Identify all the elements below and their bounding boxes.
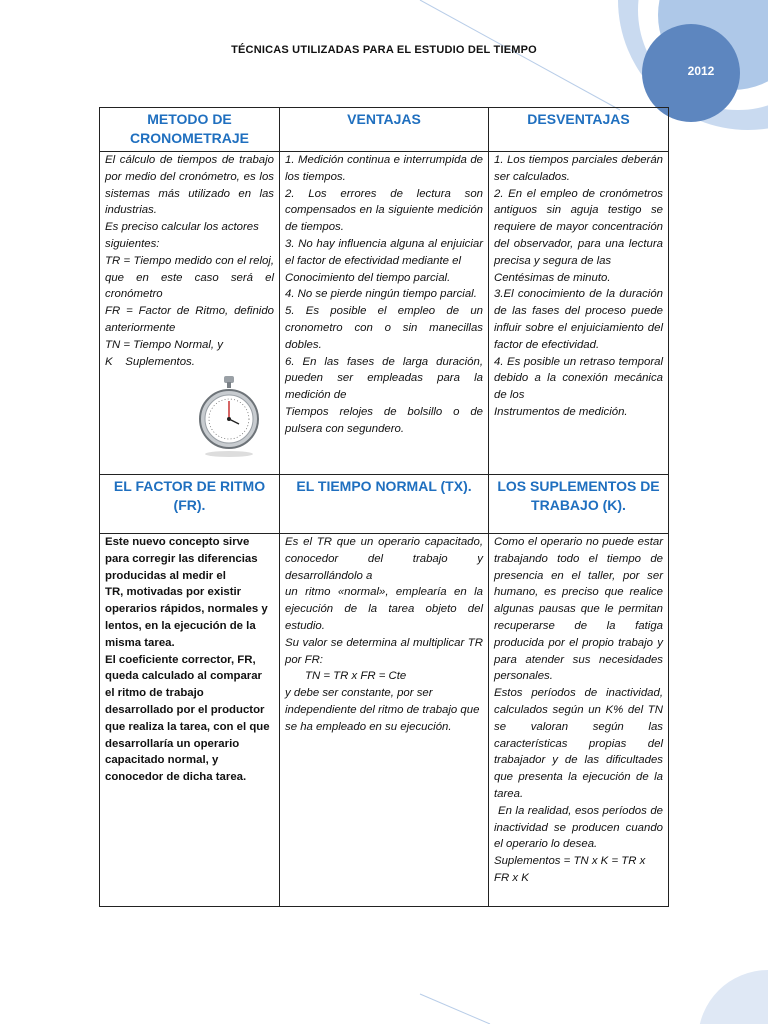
ventajas-text-6: 5. Es posible el empleo de un cronometro con o sin manecillas dobles. bbox=[285, 305, 483, 351]
metodo-cell bbox=[100, 152, 280, 475]
tiempo-normal-text-1: Es el TR que un operario capacitado, conocedor del trabajo y desarrollándolo a bbox=[285, 536, 483, 582]
metodo-text-3: TR = Tiempo medido con el reloj, que en este caso será el cronómetro bbox=[105, 254, 274, 301]
comparison-table bbox=[99, 107, 669, 907]
ventajas-cell bbox=[280, 152, 489, 475]
table-header-row bbox=[100, 108, 669, 152]
suplementos-text-1: Como el operario no puede estar trabajando todo el tiempo de presencia en el taller, por ser humano, es preciso que realice algunas pausas que le permitan recuperarse de la fatiga producida por el propio trabajo y para atender sus necesidades personales. bbox=[494, 536, 663, 683]
desventajas-text-1: 1. Los tiempos parciales deberán ser calculados. bbox=[494, 154, 663, 183]
metodo-text-1: El cálculo de tiempos de trabajo por medio del cronómetro, es los sistemas más utilizado en las industrias. bbox=[105, 154, 274, 217]
header-tiempo-normal: EL TIEMPO NORMAL (TX). bbox=[280, 475, 489, 534]
factor-ritmo-text-1: Este nuevo concepto sirve para corregir las diferencias producidas al medir el bbox=[105, 536, 258, 582]
header-factor-ritmo: EL FACTOR DE RITMO (FR). bbox=[100, 475, 280, 534]
table-row bbox=[100, 534, 669, 907]
ventajas-text-1: 1. Medición continua e interrumpida de los tiempos. bbox=[285, 154, 483, 183]
tiempo-normal-text-3: Su valor se determina al multiplicar TR por FR: bbox=[285, 636, 483, 666]
desventajas-text-3: Centésimas de minuto. bbox=[494, 271, 611, 284]
table-section-header-row bbox=[100, 475, 669, 534]
ventajas-text-8: Tiempos relojes de bolsillo o de pulsera con segundero. bbox=[285, 405, 483, 435]
header-suplementos: LOS SUPLEMENTOS DE TRABAJO (K). bbox=[489, 475, 669, 534]
tiempo-normal-text-5: y debe ser constante, por ser independiente del ritmo de trabajo que se ha empleado en su ejecución. bbox=[285, 687, 480, 733]
ventajas-text-2: 2. Los errores de lectura son compensados en la siguiente medición de tiempos. bbox=[285, 187, 483, 234]
header-desventajas: DESVENTAJAS bbox=[489, 108, 669, 152]
ventajas-text-3: 3. No hay influencia alguna al enjuiciar el factor de efectividad mediante el bbox=[285, 237, 483, 267]
ventajas-text-5: 4. No se pierde ningún tiempo parcial. bbox=[285, 288, 477, 301]
metodo-text-5: TN = Tiempo Normal, y bbox=[105, 338, 223, 351]
tiempo-normal-formula: TN = TR x FR = Cte bbox=[305, 670, 407, 683]
ventajas-text-4: Conocimiento del tiempo parcial. bbox=[285, 271, 451, 284]
suplementos-text-2: Estos períodos de inactividad, calculados según un K% del TN se valoran según las características propias del trabajador y de las dificultades que presenta la ejecución de la tarea. bbox=[494, 687, 663, 800]
factor-ritmo-text-3: El coeficiente corrector, FR, queda calculado al comparar el ritmo de trabajo desarrollado por el productor que realiza la tarea, con el que desarrollaría un operario capacitado normal, y conocedor de dicha tarea. bbox=[105, 653, 270, 784]
stopwatch-image bbox=[197, 374, 261, 458]
ventajas-text-7: 6. En las fases de larga duración, pueden ser empleadas para la medición de bbox=[285, 355, 483, 402]
metodo-text-4: FR = Factor de Ritmo, definido anteriormente bbox=[105, 305, 274, 334]
desventajas-text-2: 2. En el empleo de cronómetros antiguos sin aguja testigo se requiere de mayor concentración del observador, para una lectura precisa y segura de las bbox=[494, 187, 663, 267]
factor-ritmo-cell bbox=[100, 534, 280, 907]
tiempo-normal-cell bbox=[280, 534, 489, 907]
desventajas-text-6: Instrumentos de medición. bbox=[494, 405, 628, 418]
suplementos-cell bbox=[489, 534, 669, 907]
suplementos-text-3: En la realidad, esos períodos de inactividad se producen cuando el operario lo desea. bbox=[494, 804, 663, 851]
year-badge: 2012 bbox=[687, 64, 715, 78]
factor-ritmo-text-2: TR, motivadas por existir operarios rápidos, normales y lentos, en la ejecución de la misma tarea. bbox=[105, 586, 268, 649]
desventajas-cell bbox=[489, 152, 669, 475]
suplementos-formula: Suplementos = TN x K = TR x FR x K bbox=[494, 855, 646, 884]
header-metodo: METODO DE CRONOMETRAJE bbox=[100, 108, 280, 152]
page-title: TÉCNICAS UTILIZADAS PARA EL ESTUDIO DEL TIEMPO bbox=[231, 44, 537, 56]
desventajas-text-5: 4. Es posible un retraso temporal debido a la conexión mecánica de los bbox=[494, 355, 663, 402]
desventajas-text-4: 3.El conocimiento de la duración de las fases del proceso puede influir sobre el enjuiciamiento del factor de efectividad. bbox=[494, 288, 663, 351]
table-row bbox=[100, 152, 669, 475]
metodo-text-6: K Suplementos. bbox=[105, 355, 195, 368]
tiempo-normal-text-2: un ritmo «normal», emplearía en la ejecución de la tarea objeto del estudio. bbox=[285, 586, 483, 632]
header-ventajas: VENTAJAS bbox=[280, 108, 489, 152]
metodo-text-2: Es preciso calcular los actores siguientes: bbox=[105, 221, 259, 250]
